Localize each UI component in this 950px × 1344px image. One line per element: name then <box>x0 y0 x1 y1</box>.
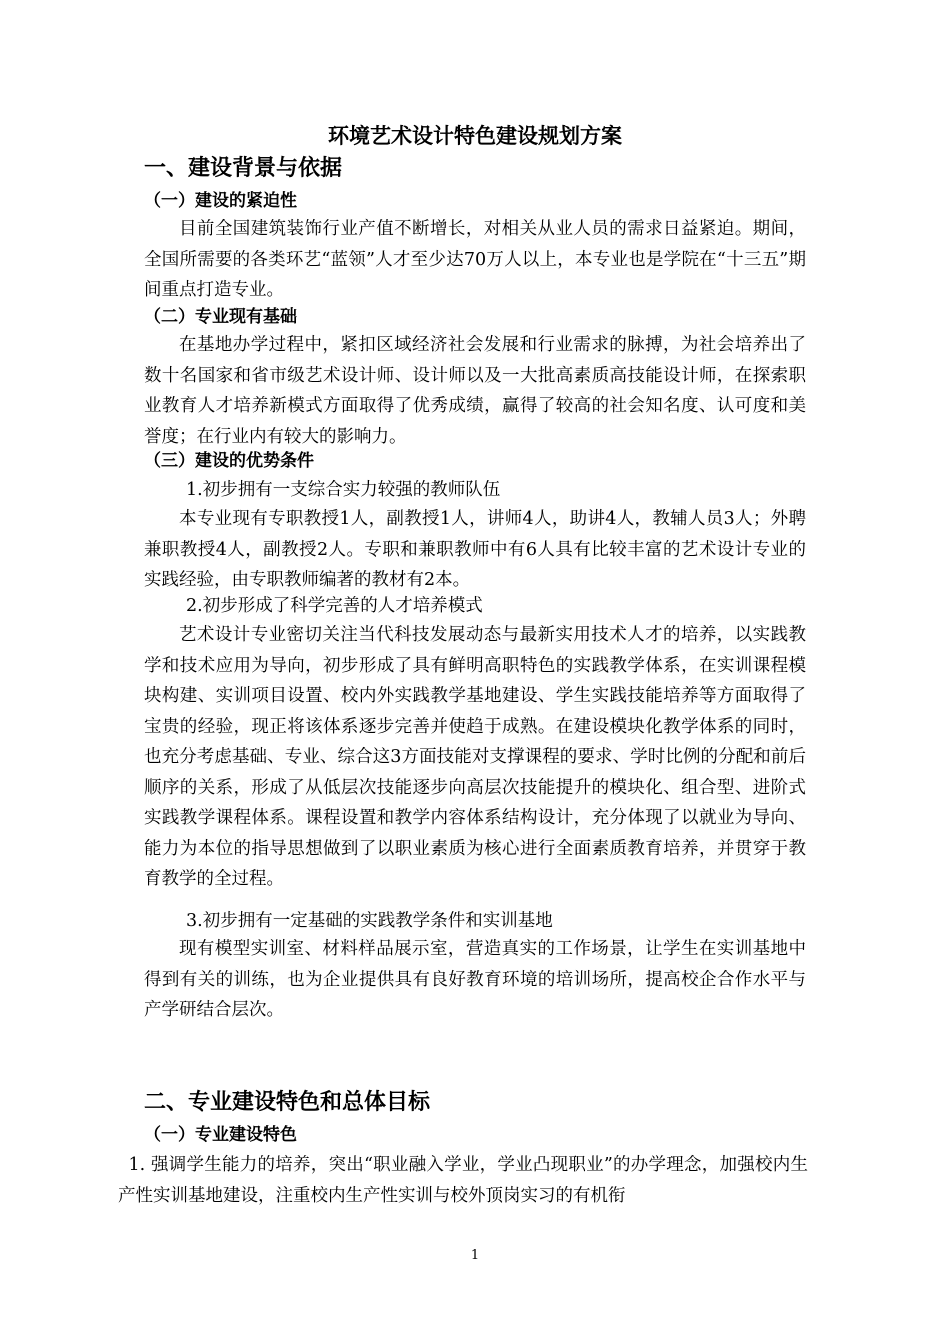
advantage-item-2: 2.初步形成了科学完善的人才培养模式 <box>186 596 483 616</box>
page-number: 1 <box>470 1248 480 1263</box>
paragraph-training-model: 艺术设计专业密切关注当代科技发展动态与最新实用技术人才的培养，以实践教学和技术应用为导向，初步形成了具有鲜明高职特色的实践教学体系，在实训课程模块构建、实训项目设置、校内外实践教学基地建设、学生实践技能培养等方面取得了宝贵的经验，现正将该体系逐步完善并使趋于成熟。在建设模块化教学体系的同时，也充分考虑基础、专业、综合这3方面技能对支撑课程的要求、学时比例的分配和前后顺序的关系，形成了从低层次技能逐步向高层次技能提升的模块化、组合型、进阶式实践教学课程体系。课程设置和教学内容体系结构设计，充分体现了以就业为导向、能力为本位的指导思想做到了以职业素质为核心进行全面素质教育培养，并贯穿于教育教学的全过程。 <box>144 625 806 889</box>
paragraph-urgency: 目前全国建筑装饰行业产值不断增长，对相关从业人员的需求日益紧迫。期间，全国所需要的各类环艺“蓝领”人才至少达70万人以上，本专业也是学院在“十三五”期间重点打造专业。 <box>144 219 806 300</box>
section-2-heading: 二、专业建设特色和总体目标 <box>144 1090 431 1115</box>
paragraph-existing-foundation: 在基地办学过程中，紧扣区域经济社会发展和行业需求的脉搏，为社会培养出了数十名国家和省市级艺术设计师、设计师以及一大批高素质高技能设计师，在探索职业教育人才培养新模式方面取得了优秀成绩，赢得了较高的社会知名度、认可度和美誉度；在行业内有较大的影响力。 <box>144 335 806 447</box>
paragraph-practice-base: 现有模型实训室、材料样品展示室，营造真实的工作场景，让学生在实训基地中得到有关的训练，也为企业提供具有良好教育环境的培训场所，提高校企合作水平与产学研结合层次。 <box>144 939 806 1020</box>
advantage-item-3: 3.初步拥有一定基础的实践教学条件和实训基地 <box>186 911 553 931</box>
subsection-2-1-heading: （一）专业建设特色 <box>144 1125 297 1145</box>
advantage-item-1: 1.初步拥有一支综合实力较强的教师队伍 <box>186 480 501 500</box>
paragraph-teaching-staff: 本专业现有专职教授1人，副教授1人，讲师4人，助讲4人，教辅人员3人；外聘兼职教授4人，副教授2人。专职和兼职教师中有6人具有比较丰富的艺术设计专业的实践经验，由专职教师编著的教材有2本。 <box>144 509 806 590</box>
subsection-1-2-heading: （二）专业现有基础 <box>144 307 297 327</box>
subsection-1-1-heading: （一）建设的紧迫性 <box>144 191 297 211</box>
document-title: 环境艺术设计特色建设规划方案 <box>328 124 622 148</box>
subsection-1-3-heading: （三）建设的优势条件 <box>144 451 314 471</box>
section-1-heading: 一、建设背景与依据 <box>144 156 343 181</box>
paragraph-construction-features: 1. 强调学生能力的培养，突出“职业融入学业，学业凸现职业”的办学理念，加强校内生产性实训基地建设，注重校内生产性实训与校外顶岗实习的有机衔 <box>118 1155 808 1206</box>
